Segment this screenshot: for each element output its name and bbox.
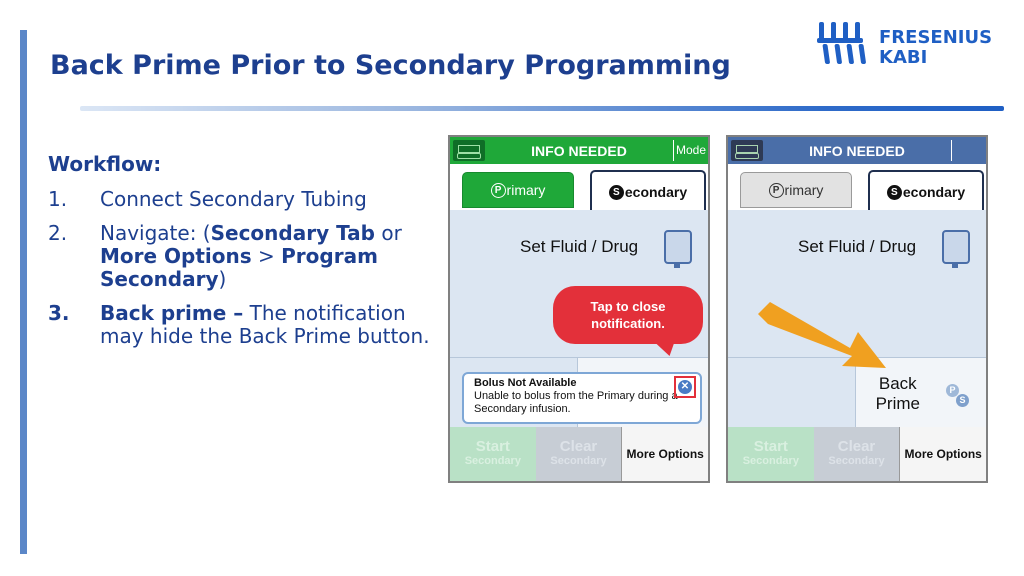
step-number: 1.	[48, 187, 68, 211]
tab-secondary-label: econdary	[902, 184, 966, 200]
clear-sub-label: Secondary	[828, 455, 885, 467]
mode-button[interactable]: Mode	[673, 140, 708, 161]
step-bold-secondary-tab: Secondary Tab	[210, 221, 375, 245]
notification-popup	[462, 372, 702, 424]
tap-to-close-tooltip: Tap to close notification.	[553, 286, 703, 344]
set-fluid-row[interactable]	[450, 210, 708, 283]
notification-body: Unable to bolus from the Primary during a Secondary infusion.	[474, 390, 678, 415]
bottom-button-bar	[728, 427, 986, 481]
notification-close-button[interactable]	[674, 376, 696, 398]
clear-secondary-button[interactable]	[536, 427, 622, 481]
tab-primary-label: rimary	[506, 182, 546, 198]
bottom-button-bar	[450, 427, 708, 481]
start-sub-label: Secondary	[742, 455, 799, 467]
status-bar	[728, 137, 986, 164]
start-sub-label: Secondary	[464, 455, 521, 467]
p-badge: P	[946, 384, 959, 397]
back-prime-label-line1: Back	[878, 374, 917, 393]
start-secondary-button[interactable]	[450, 427, 536, 481]
tab-secondary-label: econdary	[624, 184, 688, 200]
left-accent-bar	[20, 30, 27, 554]
page-title: Back Prime Prior to Secondary Programming	[50, 50, 731, 81]
step-number: 2.	[48, 221, 68, 245]
start-secondary-button[interactable]	[728, 427, 814, 481]
more-options-button[interactable]: More Options	[621, 427, 708, 481]
iv-bag-icon	[942, 230, 970, 264]
iv-bag-icon	[664, 230, 692, 264]
primary-p-icon: P	[491, 183, 506, 198]
notification-title: Bolus Not Available	[474, 377, 577, 389]
tab-secondary[interactable]	[590, 170, 706, 212]
start-label: Start	[753, 438, 788, 455]
step-text-or: or	[374, 221, 402, 245]
primary-secondary-icon	[946, 384, 972, 410]
more-options-button[interactable]: More Options	[899, 427, 986, 481]
fresenius-logo-icon	[817, 20, 867, 70]
start-label: Start	[475, 438, 510, 455]
fresenius-kabi-logo	[817, 20, 1007, 76]
workflow-heading: Workflow:	[48, 152, 162, 176]
workflow-step-1	[48, 188, 433, 211]
logo-line-1: FRESENIUS	[879, 27, 993, 48]
set-fluid-label: Set Fluid / Drug	[798, 237, 917, 256]
logo-text	[879, 28, 992, 68]
back-prime-label	[876, 374, 920, 414]
workflow-step-3	[48, 302, 433, 348]
workflow-section	[48, 152, 433, 359]
pump-screen-back-prime	[726, 135, 988, 483]
workflow-step-2	[48, 222, 433, 291]
mode-button[interactable]	[951, 140, 986, 161]
step-text: Connect Secondary Tubing	[100, 187, 367, 211]
status-text: INFO NEEDED	[809, 143, 905, 159]
step-text-pre: Navigate: (	[100, 221, 211, 245]
battery-plug-icon	[731, 140, 763, 161]
primary-p-icon: P	[769, 183, 784, 198]
channel-tabs	[728, 164, 986, 212]
title-underline	[80, 106, 1004, 111]
logo-line-2: KABI	[879, 47, 928, 68]
tab-primary-label: rimary	[784, 182, 824, 198]
clear-sub-label: Secondary	[550, 455, 607, 467]
orange-arrow-icon	[758, 302, 888, 372]
secondary-s-icon: S	[609, 185, 624, 200]
step-bold-more-options: More Options	[100, 244, 252, 268]
step-number: 3.	[48, 301, 70, 325]
status-text: INFO NEEDED	[531, 143, 627, 159]
battery-plug-icon	[453, 140, 485, 161]
step-text: The notification may hide the Back Prime button.	[100, 301, 430, 348]
tab-secondary[interactable]	[868, 170, 984, 212]
channel-tabs	[450, 164, 708, 212]
back-prime-label-line2: Prime	[875, 394, 920, 413]
clear-label: Clear	[837, 438, 876, 455]
step-bold-back-prime: Back prime –	[100, 301, 244, 325]
close-icon: ✕	[678, 380, 692, 394]
tab-primary[interactable]	[740, 172, 852, 208]
secondary-s-icon: S	[887, 185, 902, 200]
set-fluid-row[interactable]	[728, 210, 986, 283]
tab-primary[interactable]	[462, 172, 574, 208]
step-text-post: )	[218, 267, 227, 291]
status-bar	[450, 137, 708, 164]
step-bold-program-secondary: Program Secondary	[100, 244, 378, 291]
s-badge: S	[956, 394, 969, 407]
pump-screen-notification	[448, 135, 710, 483]
clear-secondary-button[interactable]	[814, 427, 900, 481]
clear-label: Clear	[559, 438, 598, 455]
set-fluid-label: Set Fluid / Drug	[520, 237, 639, 256]
step-text-gt: >	[251, 244, 282, 268]
